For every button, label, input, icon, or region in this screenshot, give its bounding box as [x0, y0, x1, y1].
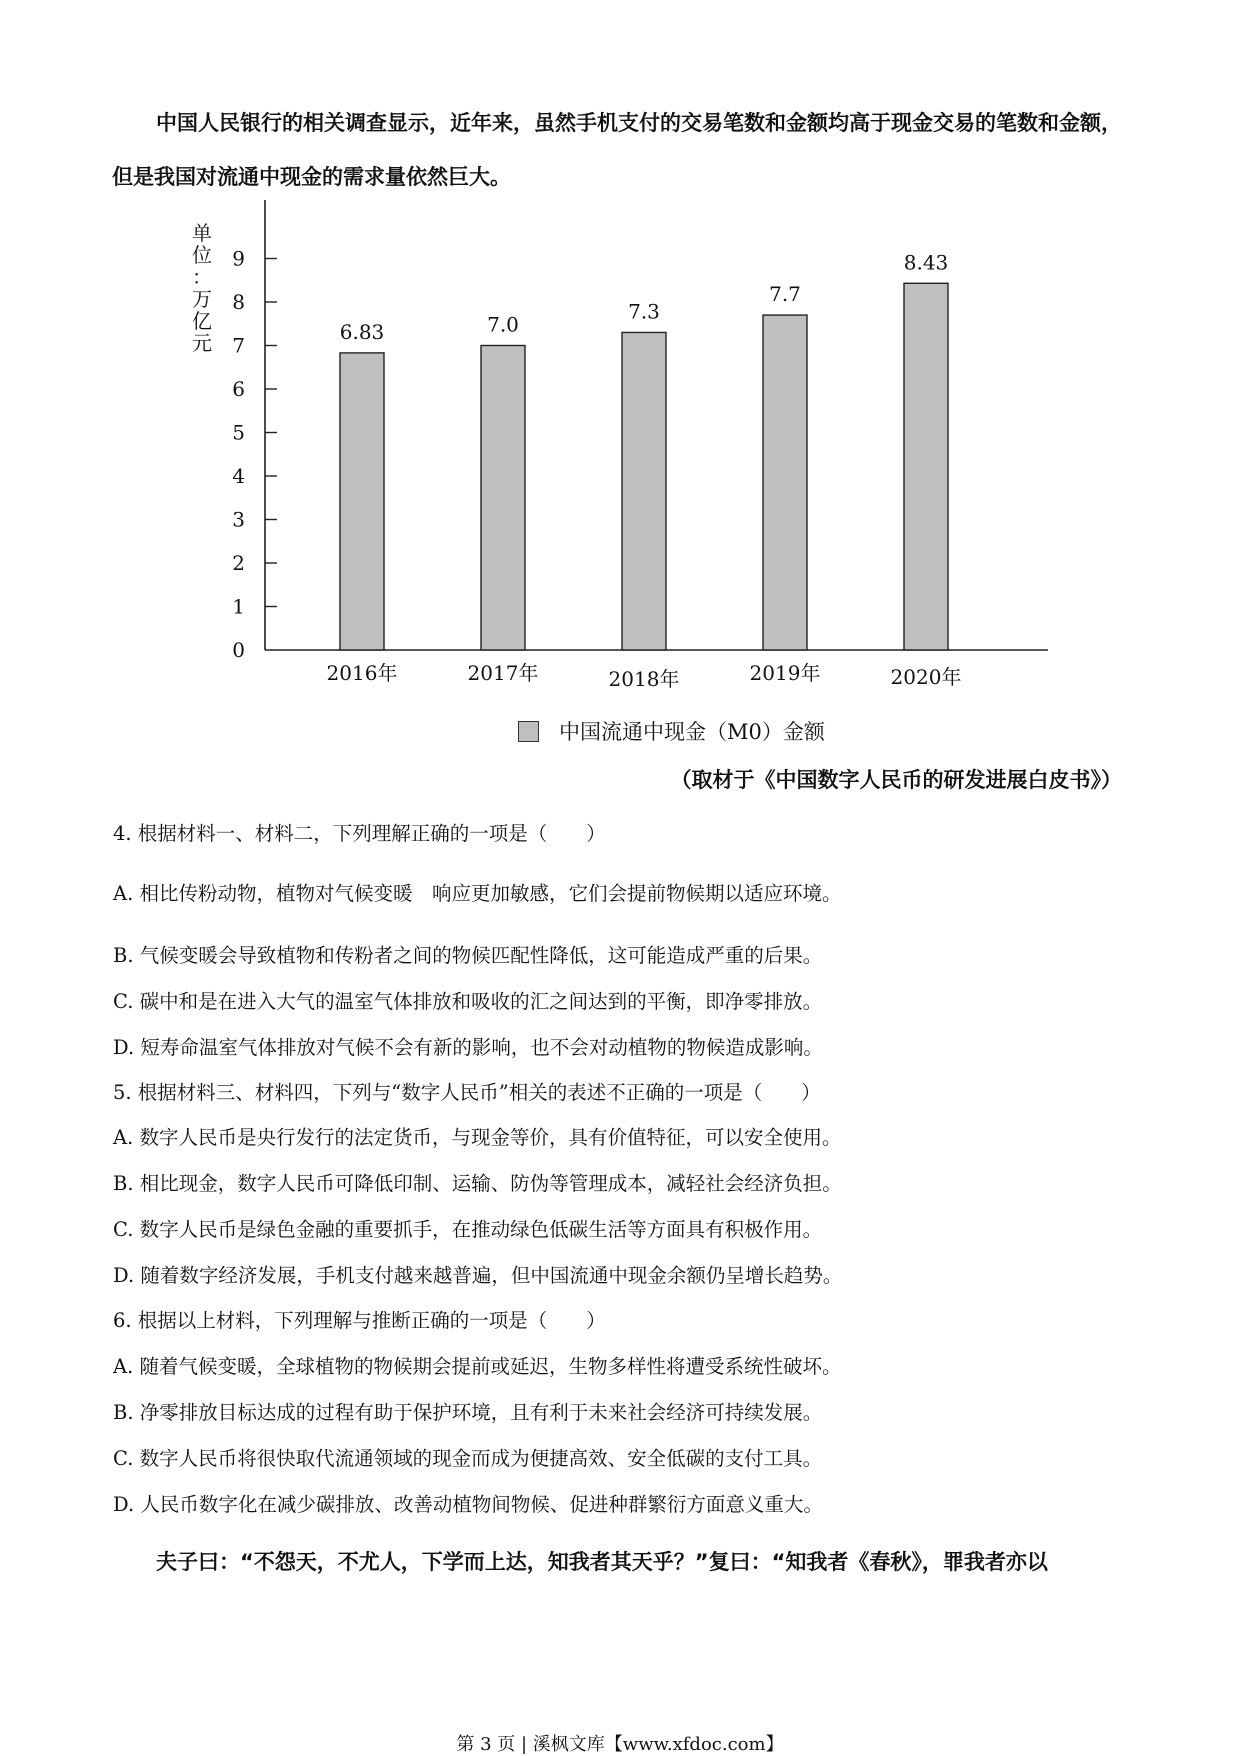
question-4-option-b: B. 气候变暖会导致植物和传粉者之间的物候匹配性降低，这可能造成严重的后果。	[113, 944, 823, 967]
question-5-option-a: A. 数字人民币是央行发行的法定货币，与现金等价，具有价值特征，可以安全使用。	[113, 1126, 842, 1149]
y-axis-label-char: 元	[192, 331, 212, 355]
y-tick-label: 2	[232, 551, 245, 575]
question-6-option-c: C. 数字人民币将很快取代流通领域的现金而成为便捷高效、安全低碳的支付工具。	[113, 1447, 823, 1470]
cash-bar-chart	[160, 188, 1060, 688]
bar	[904, 283, 948, 650]
x-tick-label: 2018年	[608, 667, 680, 688]
bar	[481, 346, 525, 651]
bar-value-label: 7.0	[487, 312, 519, 337]
y-tick-label: 7	[232, 333, 245, 358]
bar	[763, 315, 807, 650]
y-tick-label: 4	[232, 464, 245, 488]
question-4-option-c: C. 碳中和是在进入大气的温室气体排放和吸收的汇之间达到的平衡，即净零排放。	[113, 990, 823, 1013]
y-tick-label: 0	[232, 638, 245, 662]
y-axis-label-char: 亿	[192, 309, 212, 333]
y-tick-label: 6	[232, 377, 245, 401]
bar-value-label: 8.43	[903, 250, 949, 275]
question-5-option-d: D. 随着数字经济发展，手机支付越来越普遍，但中国流通中现金余额仍呈增长趋势。	[113, 1264, 843, 1287]
bar	[622, 332, 666, 650]
bar-value-label: 7.3	[628, 299, 660, 324]
chart-legend	[518, 716, 825, 746]
bar-value-label: 7.7	[769, 282, 801, 307]
question-6-option-b: B. 净零排放目标达成的过程有助于保护环境，且有利于未来社会经济可持续发展。	[113, 1401, 823, 1424]
y-tick-label: 9	[232, 246, 245, 271]
x-tick-label: 2017年	[467, 661, 539, 685]
legend-label: 中国流通中现金（M0）金额	[559, 720, 825, 744]
y-tick-label: 8	[232, 290, 245, 314]
x-tick-label: 2016年	[326, 661, 398, 685]
question-6-option-a: A. 随着气候变暖，全球植物的物候期会提前或延迟，生物多样性将遭受系统性破坏。	[113, 1355, 842, 1378]
intro-paragraph: 中国人民银行的相关调查显示，近年来，虽然手机支付的交易笔数和金额均高于现金交易的笔数和金额，但是我国对流通中现金的需求量依然巨大。	[112, 111, 1122, 189]
bar-value-label: 6.83	[339, 319, 385, 344]
y-axis-label-char: 位	[192, 243, 212, 267]
y-tick-label: 3	[232, 507, 245, 532]
legend-swatch	[518, 721, 539, 742]
source-citation: （取材于《中国数字人民币的研发进展白皮书》）	[670, 768, 1122, 792]
y-axis-label-char: 单	[192, 221, 212, 245]
y-tick-label: 5	[232, 420, 245, 445]
question-4-option-d: D. 短寿命温室气体排放对气候不会有新的影响，也不会对动植物的物候造成影响。	[113, 1036, 823, 1059]
question-6-option-d: D. 人民币数字化在减少碳排放、改善动植物间物候、促进种群繁衍方面意义重大。	[113, 1493, 823, 1516]
analects-passage: 夫子曰：“不怨天，不尤人，下学而上达，知我者其天乎？”复曰：“知我者《春秋》，罪我者亦以	[156, 1550, 1048, 1574]
y-axis-label-char: 万	[192, 287, 212, 311]
question-4-stem: 4. 根据材料一、材料二，下列理解正确的一项是（ ）	[113, 822, 606, 845]
y-axis-label-char: ：	[192, 265, 212, 289]
question-5-stem: 5. 根据材料三、材料四，下列与“数字人民币”相关的表述不正确的一项是（ ）	[113, 1081, 821, 1104]
page-footer: 第 3 页 | 溪枫文库【www.xfdoc.com】	[456, 1734, 784, 1755]
bar	[340, 353, 384, 650]
question-5-option-b: B. 相比现金，数字人民币可降低印制、运输、防伪等管理成本，减轻社会经济负担。	[113, 1172, 842, 1195]
question-4-option-a: A. 相比传粉动物，植物对气候变暖 响应更加敏感，它们会提前物候期以适应环境。	[113, 882, 842, 905]
x-tick-label: 2019年	[749, 661, 821, 685]
question-6-stem: 6. 根据以上材料，下列理解与推断正确的一项是（ ）	[113, 1309, 606, 1332]
question-5-option-c: C. 数字人民币是绿色金融的重要抓手，在推动绿色低碳生活等方面具有积极作用。	[113, 1218, 823, 1241]
x-tick-label: 2020年	[890, 665, 962, 688]
y-tick-label: 1	[232, 594, 245, 619]
